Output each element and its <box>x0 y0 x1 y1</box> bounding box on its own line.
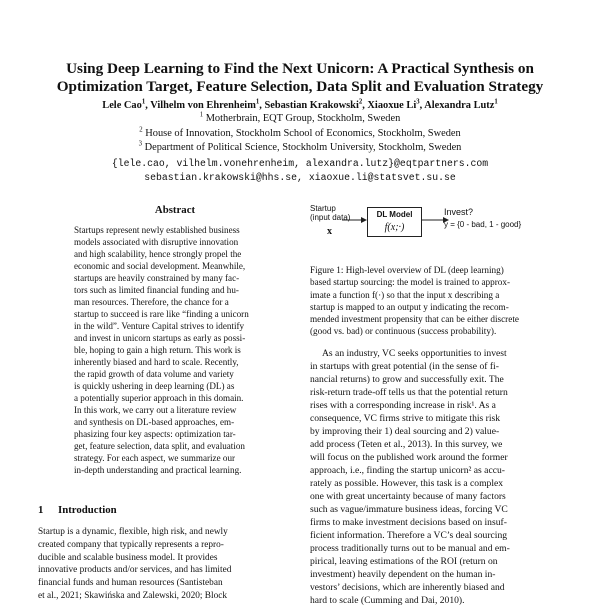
affiliation-2: $^2$ House of Innovation, Stockholm School of Economics, Stockholm, Sweden <box>139 126 461 139</box>
figure-input-label: Startup (input data) <box>310 204 351 222</box>
text-line: and high scalability, hence strongly propel the <box>74 249 242 259</box>
text-line: based startup sourcing: the model is trained to approx- <box>310 277 511 288</box>
text-line: pirical, leaving estimations of the ROI (return on <box>310 556 498 567</box>
text-line: In this work, we carry out a literature review <box>74 405 237 415</box>
text-line: startups are heavily constrained by many fac- <box>74 273 240 283</box>
text-line: strategy. For each aspect, we summarize our <box>74 453 236 463</box>
text-line: by improving their 1) deal sourcing and 2) value- <box>310 426 500 437</box>
author: Xiaoxue Li$^3$ <box>367 98 420 111</box>
author: Lele Cao$^1$ <box>102 98 146 111</box>
text-line: Startups represent newly established business <box>74 225 240 235</box>
text-line: man resources. Therefore, the chance for a <box>74 297 229 307</box>
text-line: will focus on the published work around the former <box>310 452 508 463</box>
text-line: the rapid growth of data volume and variety <box>74 369 234 379</box>
text-line: imate a function f(·) so that the input x describing a <box>310 289 500 300</box>
author: Vilhelm von Ehrenheim$^1$ <box>150 98 260 111</box>
text-line: get, feature selection, data split, and evaluation <box>74 441 245 451</box>
text-line: innovative products and/or services, and has limited <box>38 565 232 576</box>
title-line-2: Optimization Target, Feature Selection, Data Split and Evaluation Strategy <box>56 78 544 95</box>
figure-output-label: Invest? <box>444 207 474 217</box>
text-line: approach, i.e., finding the startup unicorn² as accu- <box>310 465 505 476</box>
text-line: in-depth understanding and practical learning. <box>74 465 242 475</box>
text-line: and synthesis on DL-based approaches, em- <box>74 417 235 427</box>
text-line: inherently biased and hard to scale. Recently, <box>74 357 239 367</box>
introduction-body <box>38 526 292 603</box>
text-line: rately as possible. However, this task is a complex <box>310 478 504 489</box>
abstract-body <box>74 224 278 476</box>
section-heading: 1 Introduction <box>38 504 117 516</box>
text-line: models associated with disruptive innovation <box>74 237 239 247</box>
text-line: Figure 1: High-level overview of DL (deep learning) <box>310 265 504 275</box>
text-line: process traditionally turns out to be manual and em- <box>310 543 510 554</box>
text-line: is quickly ushering in deep learning (DL) as <box>74 381 235 391</box>
text-line: economic and social development. Meanwhile, <box>74 261 246 271</box>
text-line: ble, hoping to gain a high return. This work is <box>74 345 241 355</box>
figure-output-values: y = {0 - bad, 1 - good} <box>444 220 522 229</box>
title-line-1: Using Deep Learning to Find the Next Unicorn: A Practical Synthesis on <box>66 60 534 77</box>
text-line: phasizing four key aspects: optimization tar- <box>74 429 236 439</box>
text-line: created company that typically represents a repro- <box>38 539 224 550</box>
affiliation-3: $^3$ Department of Political Science, Stockholm University, Stockholm, Sweden <box>138 140 462 153</box>
dl-model-box: DL Model f(x;·) <box>367 207 422 237</box>
text-line: risk-return trade-off tells us that the potential return <box>310 387 508 398</box>
right-column-text <box>310 347 566 607</box>
text-line: ducible and scalable business model. It provides <box>38 552 218 563</box>
text-line: startup is mapped to an output y indicating the recom- <box>310 301 509 312</box>
text-line: rises with a corresponding increase in risk¹. As a <box>310 400 496 411</box>
text-line: add process (Teten et al., 2013). In this survey, we <box>310 439 503 450</box>
email-line-1: {lele.cao, vilhelm.vonehrenheim, alexandra.lutz}@eqtpartners.com <box>111 158 489 169</box>
affiliation-1: $^1$ Motherbrain, EQT Group, Stockholm, Sweden <box>199 111 401 124</box>
text-line: consequence, VC firms strive to mitigate this risk <box>310 413 501 424</box>
text-line: in startups with great potential (in the sense of fi- <box>310 361 499 372</box>
author: Alexandra Lutz$^1$ <box>424 98 498 111</box>
paper-title <box>40 60 560 96</box>
text-line: (good vs. bad) or continuous (success probability). <box>310 326 497 337</box>
text-line: nancial returns) to grow and successfully exit. The <box>310 374 504 385</box>
text-line: startup to succeed is rare like “finding a unicorn <box>74 309 249 319</box>
text-line: vestors’ decisions, which are inherently biased and <box>310 582 505 593</box>
text-line: firms to make investment decisions based on insuf- <box>310 517 507 528</box>
text-line: investment) heavily dependent on the human in- <box>310 569 496 580</box>
text-line: tors such as limited financial funding and hu- <box>74 285 239 295</box>
figure-input-var: x <box>327 226 332 237</box>
abstract-heading: Abstract <box>154 204 196 216</box>
figure-caption <box>310 264 566 338</box>
text-line: one with great uncertainty because of many factors <box>310 491 506 502</box>
text-line: in the wild”. Venture Capital strives to identify <box>74 321 245 331</box>
text-line: such as vague/immature business ideas, forcing VC <box>310 504 508 515</box>
text-line: hard to scale (Cumming and Dai, 2010). <box>310 595 465 606</box>
email-line-2: sebastian.krakowski@hhs.se, xiaoxue.li@statsvet.su.se <box>144 172 456 183</box>
text-line: Startup is a dynamic, flexible, high risk, and newly <box>38 527 228 537</box>
text-line: a potentially superior approach in this domain. <box>74 393 244 403</box>
author-list: Lele Cao$^1$, Vilhelm von Ehrenheim$^1$, Sebastian Krakowski$^2$, Xiaoxue Li$^3$, Alexandra Lutz$^1$ <box>102 98 498 111</box>
text-line: mended investment propensity that can be either discrete <box>310 314 519 325</box>
text-line: ficient information. Therefore a VC’s deal sourcing <box>310 530 508 541</box>
text-line: et al., 2021; Skawińska and Zalewski, 2020; Block <box>38 590 228 601</box>
text-line: financial funds and human resources (Santisteban <box>38 578 223 589</box>
text-line: and invest in unicorn startups as early as possi- <box>74 333 246 343</box>
text-line: As an industry, VC seeks opportunities to invest <box>322 348 507 359</box>
author: Sebastian Krakowski$^2$ <box>264 98 363 111</box>
